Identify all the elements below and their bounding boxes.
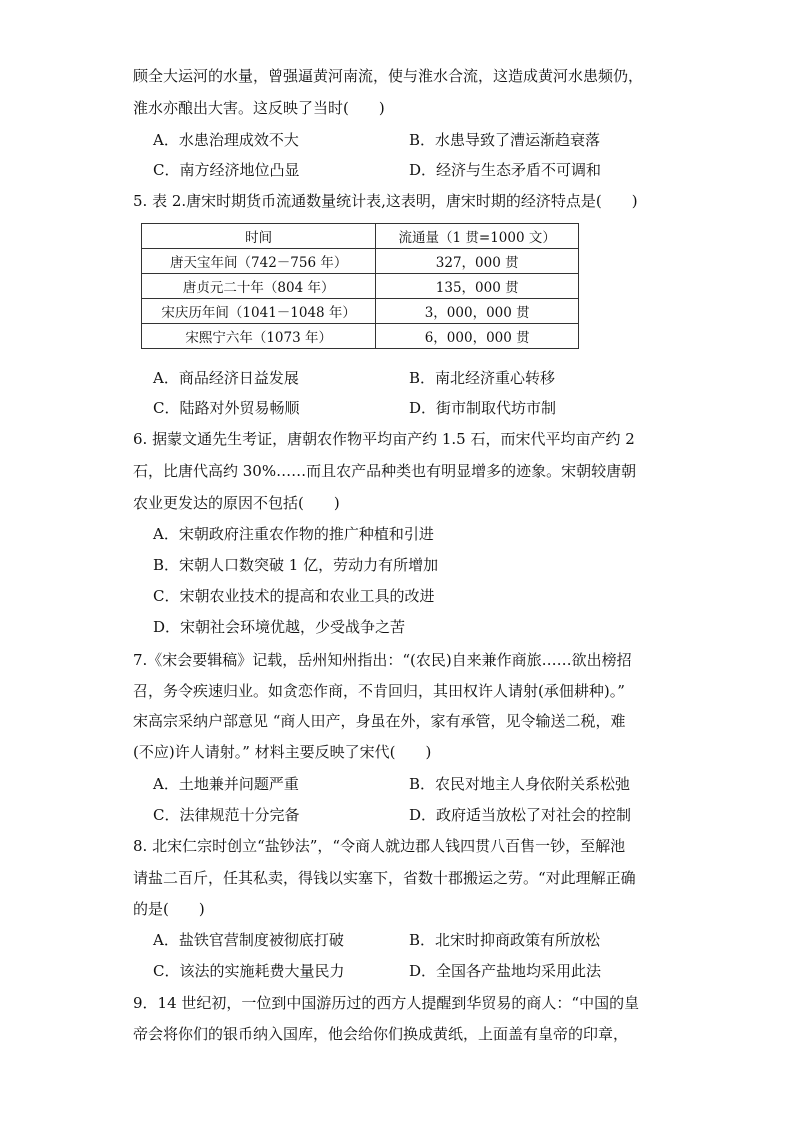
table-cell: 宋庆历年间（1041－1048 年） [142, 299, 376, 324]
table-cell: 6，000，000 贯 [376, 324, 579, 349]
table-cell: 唐天宝年间（742－756 年） [142, 249, 376, 274]
q4-stem-line-2: 淮水亦酿出大害。这反映了当时( ) [133, 99, 385, 117]
q6-option-a: A．宋朝政府注重农作物的推广种植和引进 [153, 525, 434, 543]
q4-option-b: B．水患导致了漕运渐趋衰落 [409, 131, 601, 149]
q7-stem-line-2: 召，务令疾速归业。如贪恋作商，不肯回归，其田权许人请射(承佃耕种)。” [133, 682, 625, 700]
q8-option-a: A．盐铁官营制度被彻底打破 [153, 931, 344, 949]
q7-stem-line-3: 宋高宗采纳户部意见 “商人田产，身虽在外，家有承管，见令输送二税，难 [133, 712, 626, 730]
q5-option-b: B．南北经济重心转移 [409, 369, 556, 387]
table-header-cell: 时间 [142, 224, 376, 249]
q7-stem-line-1: 7.《宋会要辑稿》记载，岳州知州指出：“(农民)自来兼作商旅……欲出榜招 [133, 651, 632, 669]
q6-option-d: D．宋朝社会环境优越，少受战争之苦 [153, 618, 406, 636]
q7-option-c: C．法律规范十分完备 [153, 806, 300, 824]
table-row [142, 249, 579, 274]
q5-option-d: D．街市制取代坊市制 [409, 399, 557, 417]
table-cell: 327，000 贯 [376, 249, 579, 274]
q7-stem-line-4: (不应)许人请射。” 材料主要反映了宋代( ) [133, 743, 432, 761]
table-row [142, 324, 579, 349]
q8-option-d: D．全国各产盐地均采用此法 [409, 962, 602, 980]
q7-option-d: D．政府适当放松了对社会的控制 [409, 806, 632, 824]
q4-option-a: A．水患治理成效不大 [153, 131, 299, 149]
q5-option-c: C．陆路对外贸易畅顺 [153, 399, 300, 417]
q6-stem-line-2: 石，比唐代高约 30%……而且农产品种类也有明显增多的迹象。宋朝较唐朝 [133, 462, 637, 480]
q4-option-d: D．经济与生态矛盾不可调和 [409, 161, 602, 179]
q6-stem-line-1: 6. 据蒙文通先生考证，唐朝农作物平均亩产约 1.5 石，而宋代平均亩产约 2 [133, 430, 635, 448]
q7-option-b: B．农民对地主人身依附关系松弛 [409, 775, 631, 793]
q9-stem-line-1: 9．14 世纪初，一位到中国游历过的西方人提醒到华贸易的商人：“中国的皇 [133, 994, 640, 1012]
q5-stem: 5. 表 2.唐宋时期货币流通数量统计表,这表明，唐宋时期的经济特点是( ) [133, 192, 638, 210]
q8-stem-line-3: 的是( ) [133, 900, 205, 918]
table-cell: 唐贞元二十年（804 年） [142, 274, 376, 299]
currency-circulation-table [141, 223, 579, 349]
table-header-cell: 流通量（1 贯=1000 文） [376, 224, 579, 249]
q8-stem-line-2: 请盐二百斤，任其私卖，得钱以实塞下，省数十郡搬运之劳。“对此理解正确 [133, 869, 636, 887]
table-cell: 3，000，000 贯 [376, 299, 579, 324]
table-row [142, 299, 579, 324]
q6-option-b: B．宋朝人口数突破 1 亿，劳动力有所增加 [153, 556, 439, 574]
table-cell: 宋熙宁六年（1073 年） [142, 324, 376, 349]
q5-option-a: A．商品经济日益发展 [153, 369, 299, 387]
table-row [142, 274, 579, 299]
q4-option-c: C．南方经济地位凸显 [153, 161, 300, 179]
q8-option-b: B．北宋时抑商政策有所放松 [409, 931, 601, 949]
q7-option-a: A．土地兼并问题严重 [153, 775, 299, 793]
q4-stem-line-1: 顾全大运河的水量，曾强逼黄河南流，使与淮水合流，这造成黄河水患频仍， [133, 67, 644, 85]
q8-stem-line-1: 8. 北宋仁宗时创立“盐钞法”，“令商人就边郡人钱四贯八百售一钞，至解池 [133, 837, 626, 855]
table-header-row [142, 224, 579, 249]
q8-option-c: C．该法的实施耗费大量民力 [153, 962, 345, 980]
q6-option-c: C．宋朝农业技术的提高和农业工具的改进 [153, 587, 435, 605]
q6-stem-line-3: 农业更发达的原因不包括( ) [133, 494, 340, 512]
q9-stem-line-2: 帝会将你们的银币纳入国库，他会给你们换成黄纸，上面盖有皇帝的印章， [133, 1025, 629, 1043]
table-cell: 135，000 贯 [376, 274, 579, 299]
